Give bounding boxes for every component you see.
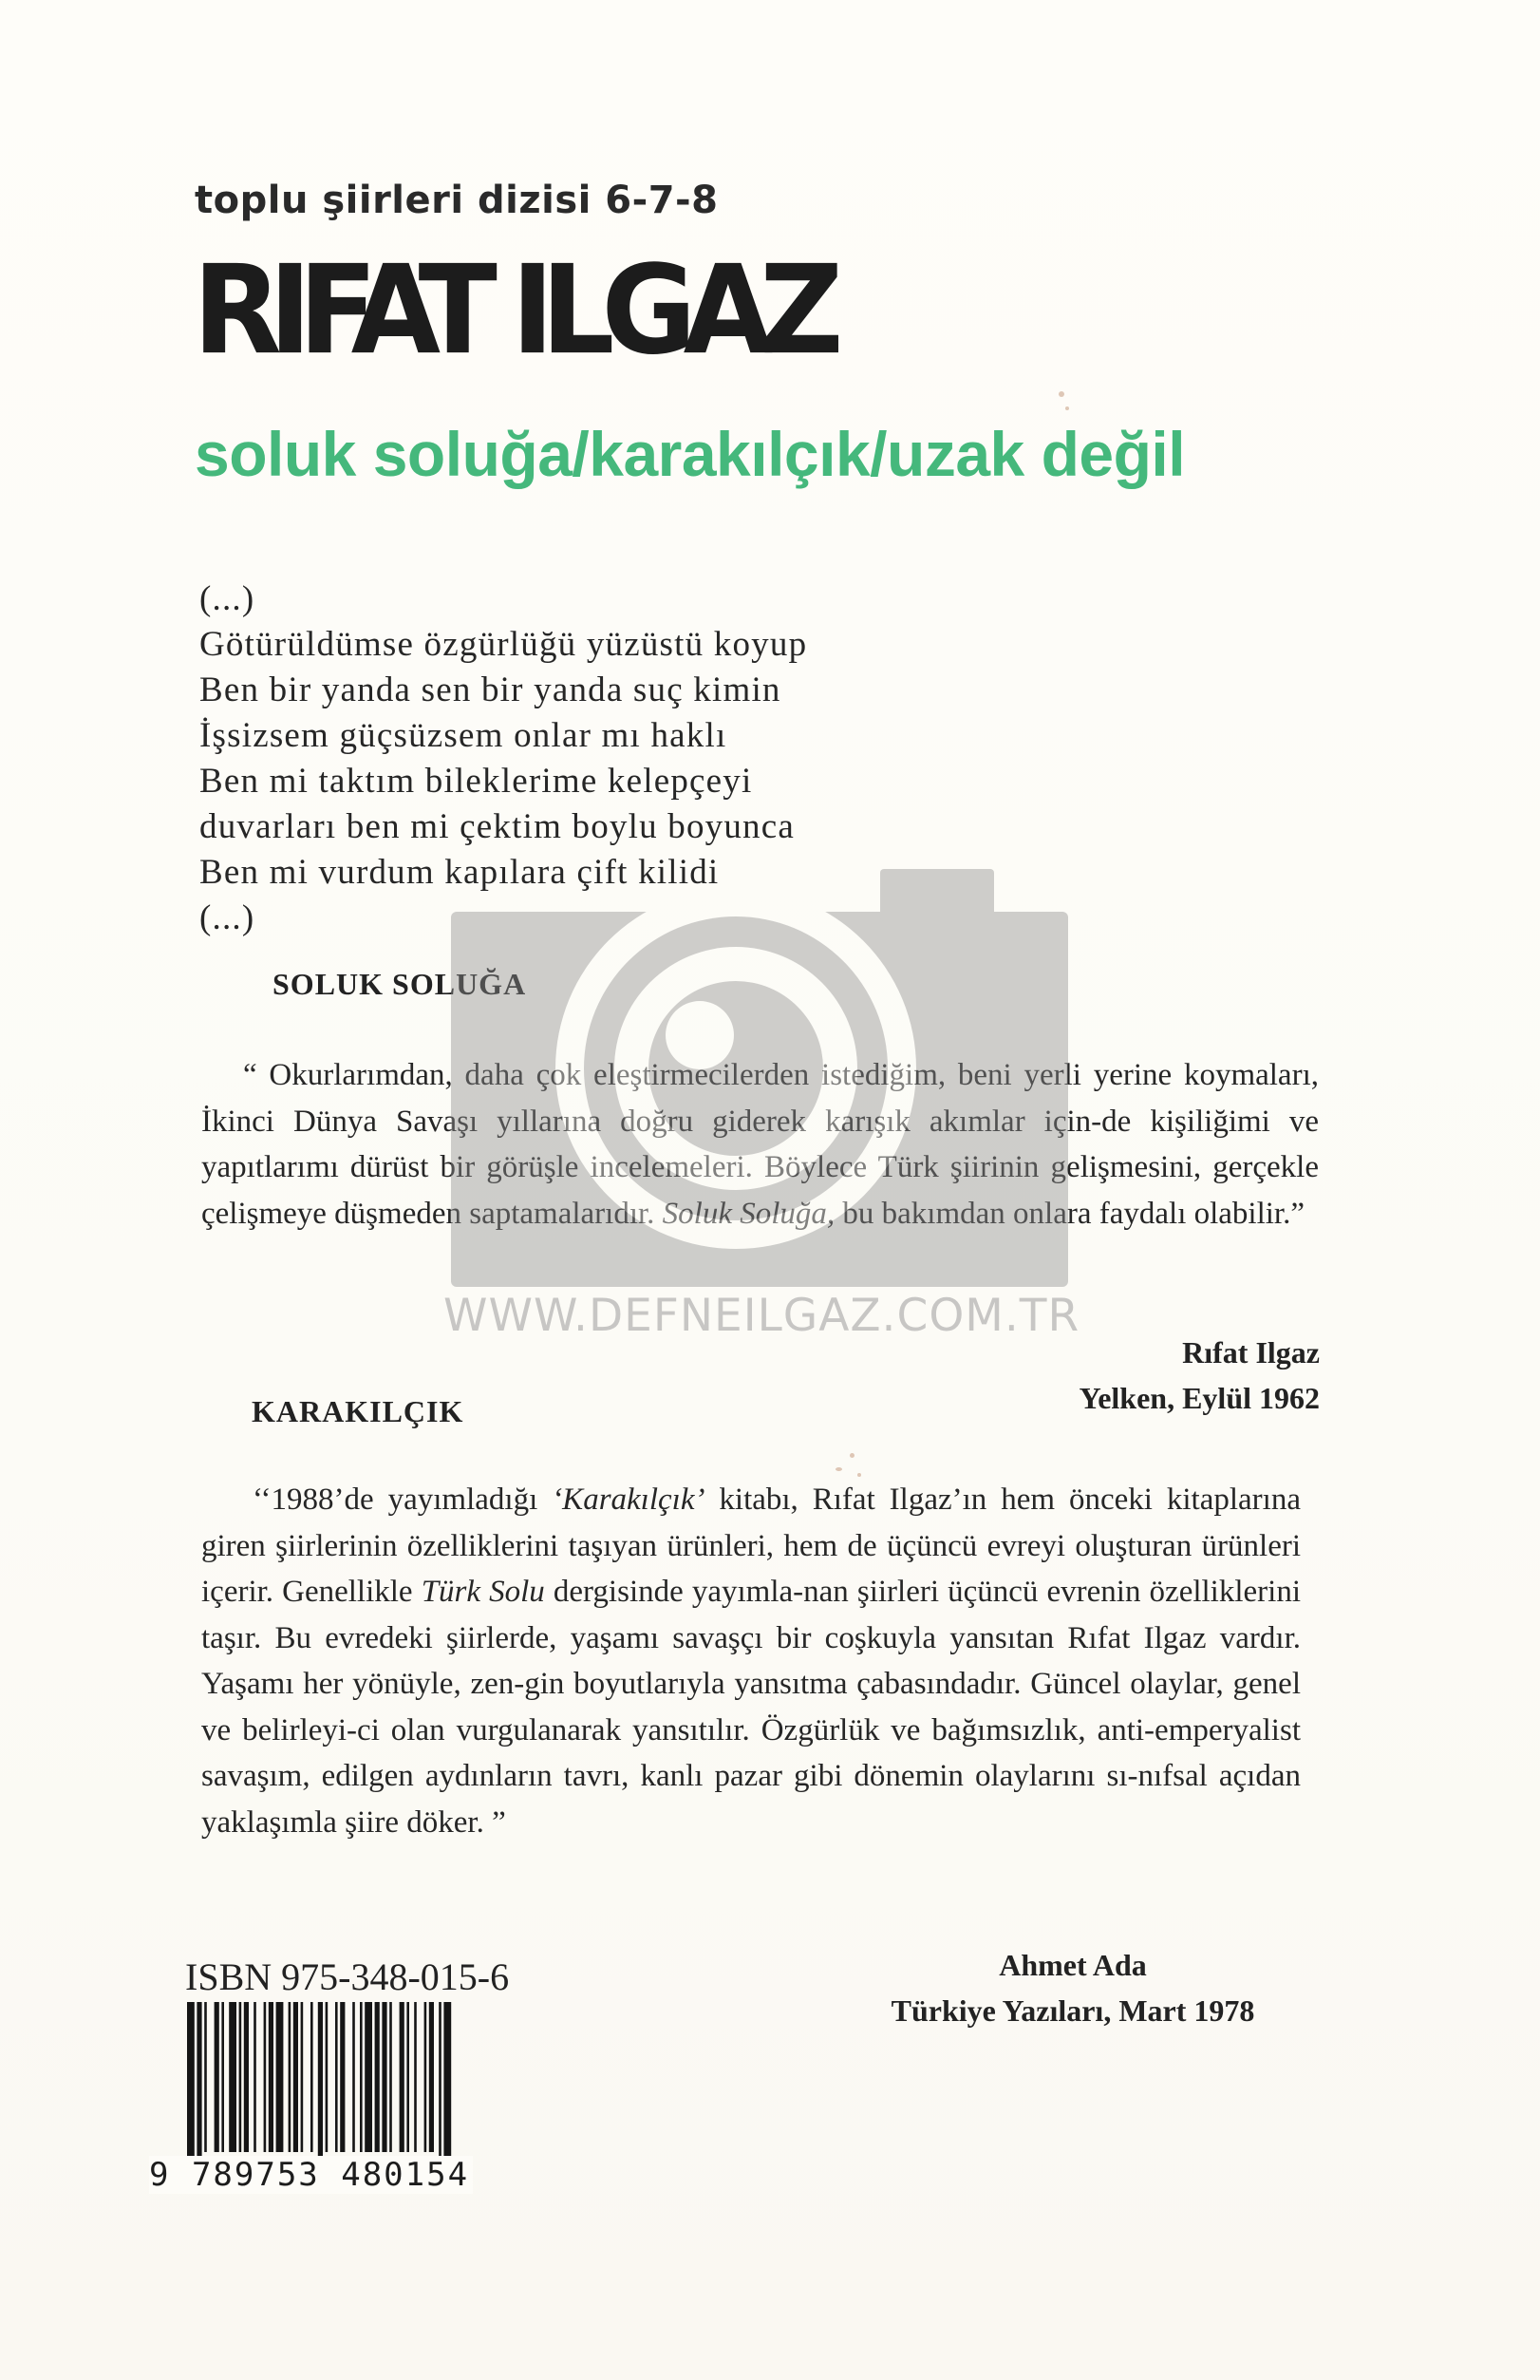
poem-line: Ben bir yanda sen bir yanda suç kimin [199, 671, 781, 709]
isbn-label: ISBN 975-348-015-6 [185, 1955, 510, 1998]
critic-quote-text: dergisinde yayımla-nan şiirleri üçüncü evrenin özelliklerini taşır. Bu evredeki şiirlerde, yaşamı savaşçı bir coşkuyla yansıtan Rıfat Ilgaz vardır. Yaşamı her yönüyle, zen-gin boyutlarıyla yansıtma çabasındadır. Güncel olaylar, genel ve belirleyi-ci olan vurgulanarak yansıtılır. Özgürlük ve bağımsızlık, anti-emperyalist savaşım, edilgen aydınların tavrı, kanlı pazar gibi dönemin olaylarını sı-nıfsal açıdan yaklaşımla şiire döker. ” [201, 1575, 1301, 1840]
barcode-digits: 9 789753 480154 [149, 2156, 473, 2194]
barcode-bar [276, 2002, 284, 2152]
author-quote [201, 1052, 1319, 1237]
poem-source-heading: SOLUK SOLUĞA [272, 967, 527, 1001]
barcode-bar [340, 2002, 345, 2152]
barcode-bar [414, 2002, 417, 2152]
barcode-bar [204, 2002, 207, 2152]
barcode-bar [352, 2002, 355, 2152]
barcode-bar [382, 2002, 386, 2152]
author-quote-signature [949, 1330, 1320, 1421]
barcode-bar [264, 2002, 267, 2152]
barcode-bar [229, 2002, 236, 2152]
barcode-bar [187, 2002, 195, 2165]
barcode-bar [406, 2002, 409, 2152]
watermark-url: WWW.DEFNEILGAZ.COM.TR [443, 1290, 1080, 1342]
paper-speck [1059, 391, 1064, 397]
barcode-bar [360, 2002, 363, 2152]
barcode-bar [301, 2002, 304, 2152]
critic-quote-italic-title: ‘Karakılçık’ [552, 1483, 705, 1517]
barcode-bar [269, 2002, 273, 2152]
poem-line: (...) [199, 898, 255, 937]
barcode-bar [293, 2002, 298, 2152]
barcode-bar [239, 2002, 242, 2152]
paper-speck [1065, 406, 1069, 410]
paper-speck [857, 1473, 861, 1477]
critic-quote-italic-journal: Türk Solu [421, 1575, 545, 1609]
signature-source: Yelken, Eylül 1962 [1079, 1381, 1320, 1415]
barcode-bar [400, 2002, 404, 2152]
signature-author: Ahmet Ada [999, 1948, 1147, 1982]
author-quote-text: “ Okurlarımdan, daha çok eleştirmecilerden istediğim, beni yerli yerine koymaları, İkinci Dünya Savaşı yıllarına doğru giderek karışık akımlar için-de kişiliğimi ve yapıtlarımı dürüst bir görüşle incelemeleri. Böylece Türk şiirinin gelişmesini, gerçekle çelişmeye düşmeden saptamalarıdır. [201, 1058, 1319, 1231]
poem-line: duvarları ben mi çektim boylu boyunca [199, 807, 795, 846]
barcode-bar [221, 2002, 224, 2152]
paper-speck [836, 1467, 842, 1471]
author-quote-italic: Soluk Soluğa, [662, 1196, 836, 1231]
poem-line: (...) [199, 579, 255, 618]
series-label: toplu şiirleri dizisi 6-7-8 [195, 179, 719, 222]
barcode-bar [289, 2002, 291, 2152]
karakilcik-heading: KARAKILÇIK [252, 1394, 464, 1428]
barcode-bar [439, 2002, 441, 2165]
critic-quote-text: kitabı, Rıfat Ilgaz’ın hem önceki kitaplarına giren şiirlerinin özelliklerini taşıyan ürünleri, hem de üçüncü evreyi oluşturan ürünleri içerir. Genellikle [201, 1483, 1301, 1609]
barcode-bar [326, 2002, 329, 2152]
author-quote-text-end: bu bakımdan onlara faydalı olabilir.” [835, 1196, 1305, 1231]
signature-source: Türkiye Yazıları, Mart 1978 [891, 1993, 1255, 2028]
barcode-bar [254, 2002, 256, 2152]
poem-line: Götürüldümse özgürlüğü yüzüstü koyup [199, 625, 808, 664]
barcode-bar [443, 2002, 451, 2165]
author-name: RIFAT ILGAZ [193, 238, 831, 382]
poem-line: İşsizsem güçsüzsem onlar mı haklı [199, 716, 727, 755]
barcode-bar [318, 2002, 323, 2165]
critic-quote-signature [836, 1942, 1310, 2033]
barcode-bar [429, 2002, 434, 2152]
barcode-bar [424, 2002, 427, 2152]
critic-quote [201, 1477, 1301, 1845]
barcode-bar [365, 2002, 372, 2152]
barcode-bar [389, 2002, 392, 2152]
book-titles: soluk soluğa/karakılçık/uzak değil [195, 419, 1186, 489]
barcode-bar [310, 2002, 313, 2152]
barcode-bar [375, 2002, 380, 2152]
poem-line: Ben mi vurdum kapılara çift kilidi [199, 853, 720, 892]
critic-quote-text: ‘‘1988’de yayımladığı [253, 1483, 553, 1517]
barcode-bar [335, 2002, 338, 2152]
poem-line: Ben mi taktım bileklerime kelepçeyi [199, 762, 753, 801]
barcode-bar [244, 2002, 249, 2152]
barcode-bar [197, 2002, 201, 2165]
isbn-barcode [185, 2002, 536, 2165]
signature-author: Rıfat Ilgaz [1182, 1335, 1320, 1369]
paper-speck [850, 1453, 855, 1458]
barcode-bar [215, 2002, 219, 2152]
poem-excerpt [199, 576, 807, 941]
